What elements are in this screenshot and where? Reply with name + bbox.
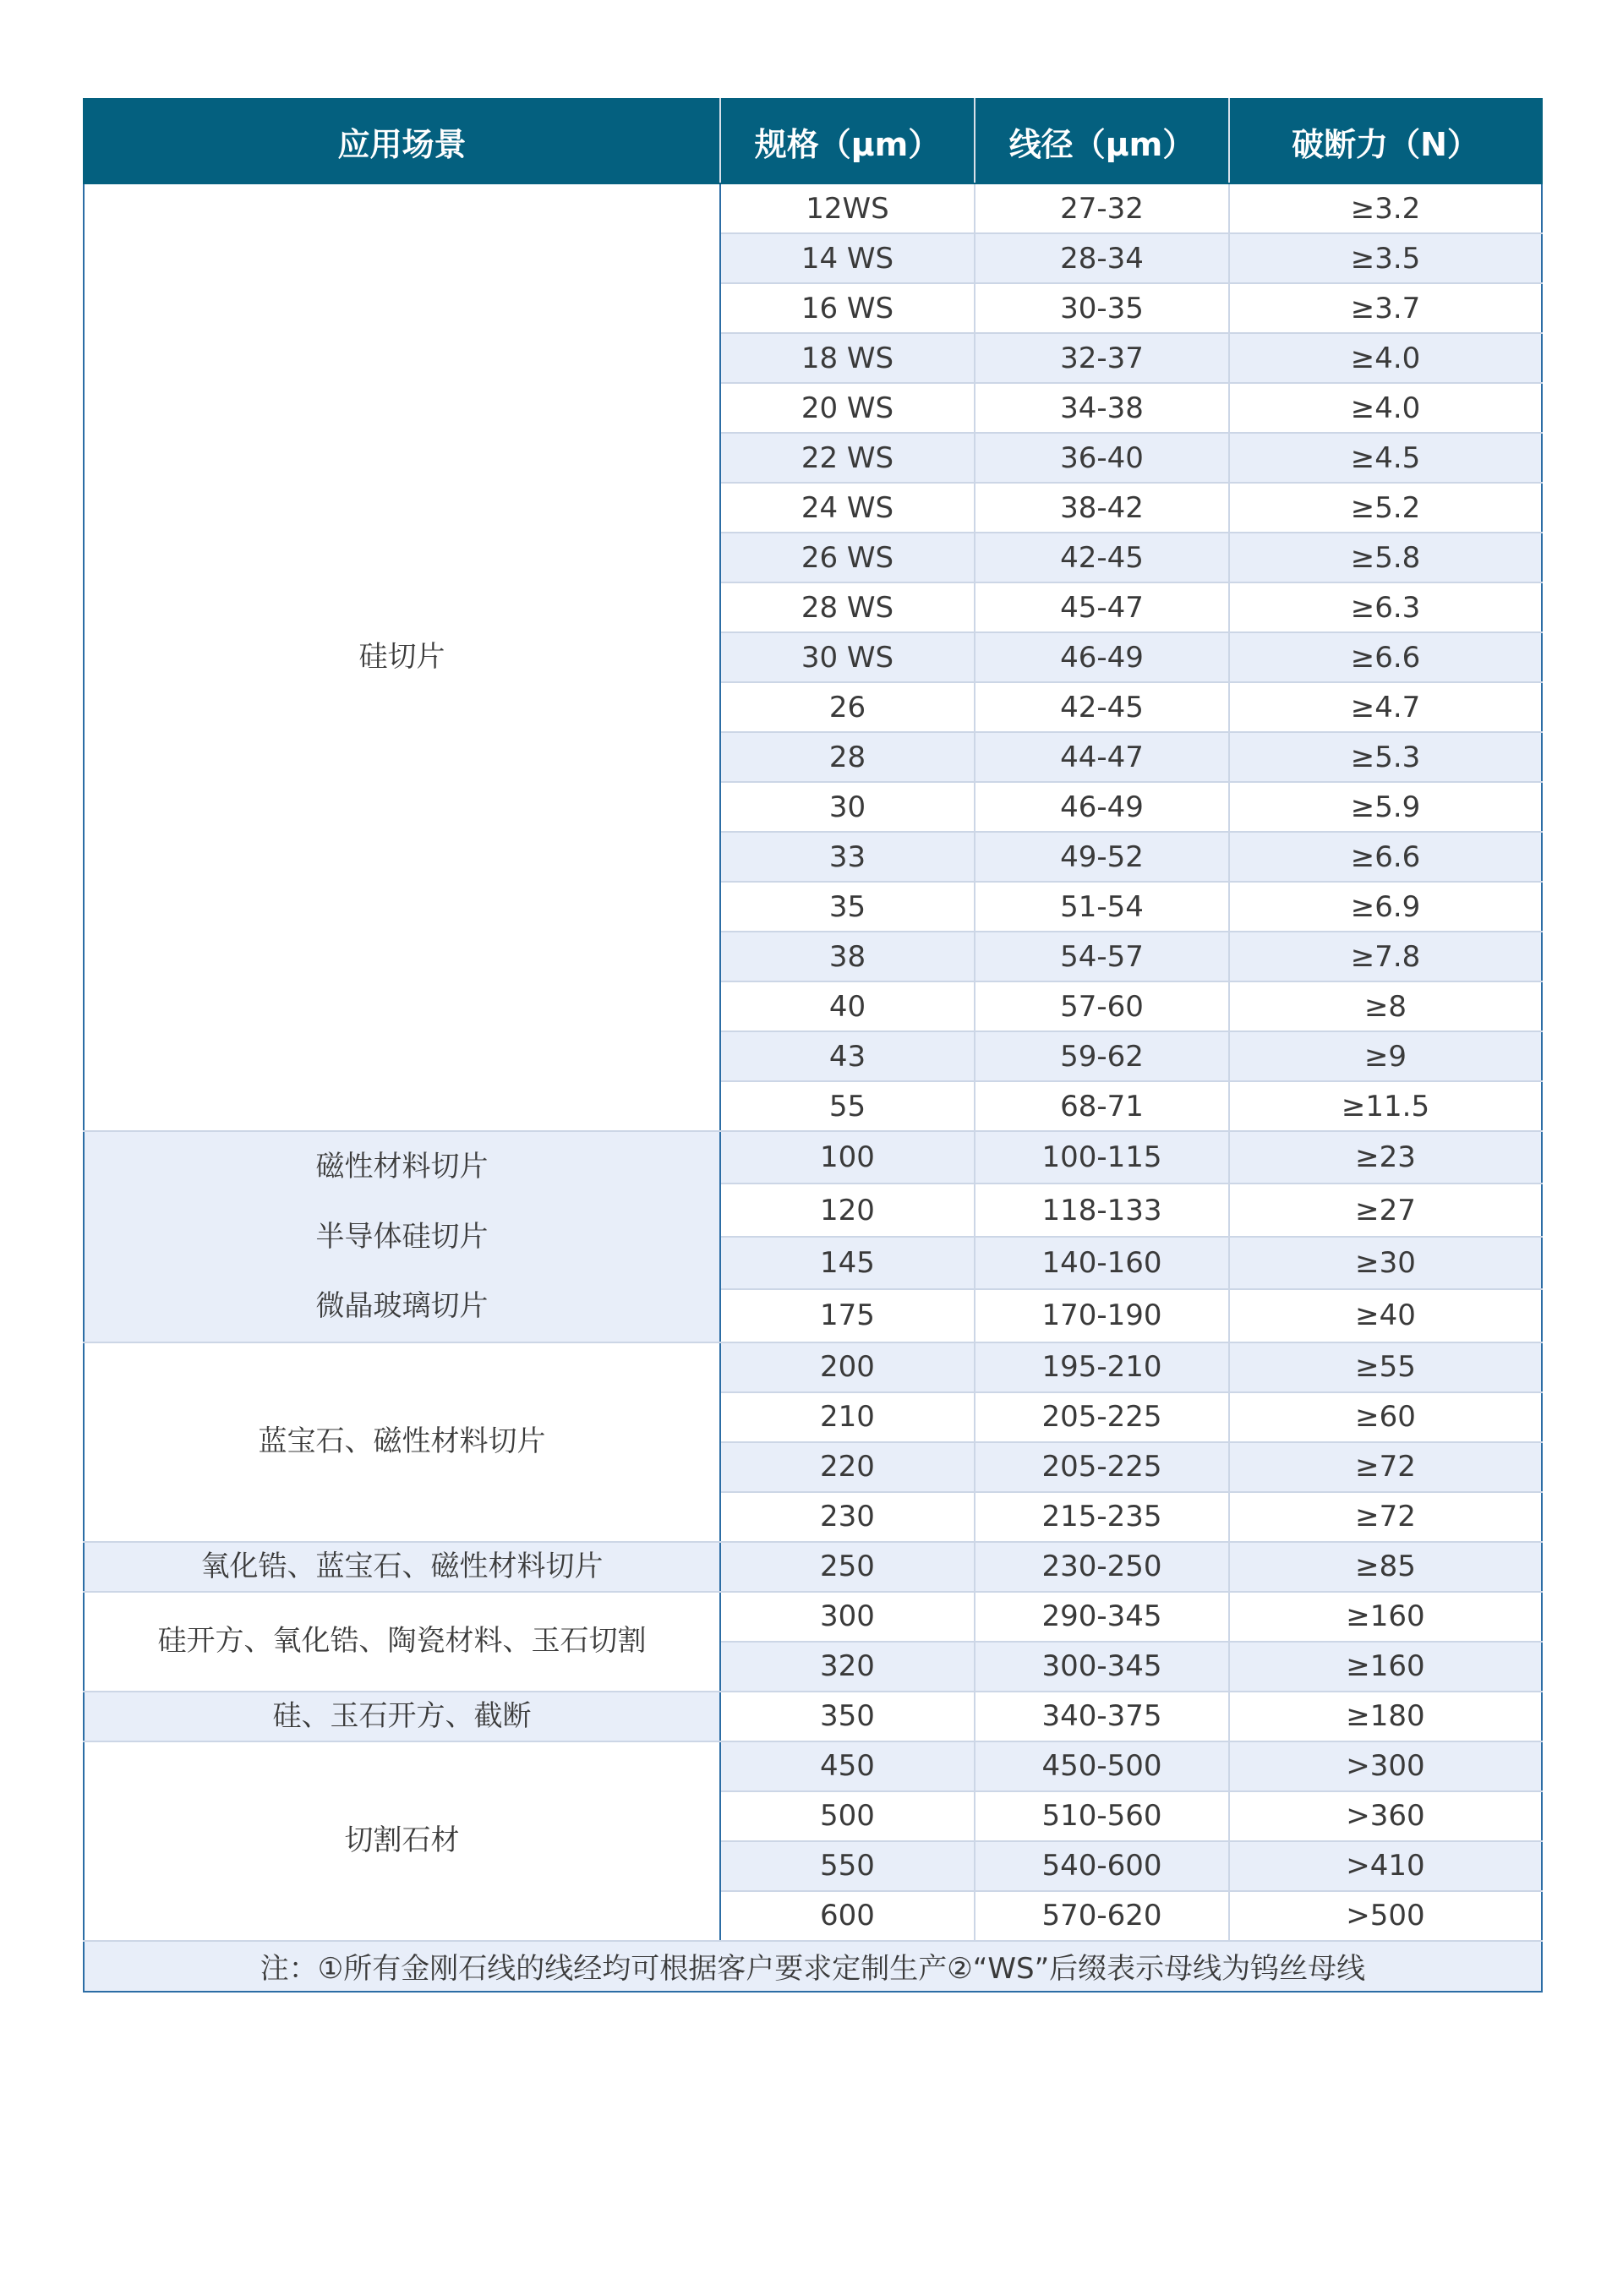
breaking-force-cell: >410 — [1229, 1841, 1542, 1891]
breaking-force-cell: ≥3.2 — [1229, 183, 1542, 233]
application-cell: 硅开方、氧化锆、陶瓷材料、玉石切割 — [84, 1592, 720, 1692]
header-diameter: 线径（μm） — [975, 99, 1229, 183]
diameter-cell: 42-45 — [975, 682, 1229, 732]
table-row — [84, 1741, 1542, 1791]
spec-cell: 30 — [720, 782, 975, 832]
table-row — [84, 1692, 1542, 1741]
spec-cell: 35 — [720, 882, 975, 932]
table-row — [84, 183, 1542, 233]
diameter-cell: 450-500 — [975, 1741, 1229, 1791]
application-cell — [84, 1131, 720, 1342]
spec-cell: 26 WS — [720, 533, 975, 582]
application-cell: 氧化锆、蓝宝石、磁性材料切片 — [84, 1542, 720, 1592]
breaking-force-cell: ≥6.6 — [1229, 832, 1542, 882]
diameter-cell: 290-345 — [975, 1592, 1229, 1642]
breaking-force-cell: ≥5.9 — [1229, 782, 1542, 832]
breaking-force-cell: ≥4.0 — [1229, 383, 1542, 433]
breaking-force-cell: ≥5.3 — [1229, 732, 1542, 782]
diameter-cell: 300-345 — [975, 1642, 1229, 1692]
breaking-force-cell: ≥30 — [1229, 1237, 1542, 1289]
breaking-force-cell: ≥160 — [1229, 1642, 1542, 1692]
breaking-force-cell: >500 — [1229, 1891, 1542, 1941]
application-cell: 切割石材 — [84, 1741, 720, 1941]
diameter-cell: 510-560 — [975, 1791, 1229, 1841]
spec-cell: 175 — [720, 1289, 975, 1342]
spec-table-container — [83, 98, 1541, 1993]
spec-cell: 200 — [720, 1342, 975, 1392]
spec-cell: 320 — [720, 1642, 975, 1692]
breaking-force-cell: >360 — [1229, 1791, 1542, 1841]
breaking-force-cell: ≥6.6 — [1229, 632, 1542, 682]
diameter-cell: 45-47 — [975, 582, 1229, 632]
diameter-cell: 205-225 — [975, 1442, 1229, 1492]
breaking-force-cell: ≥3.7 — [1229, 283, 1542, 333]
breaking-force-cell: ≥55 — [1229, 1342, 1542, 1392]
table-row — [84, 1592, 1542, 1642]
spec-table — [83, 98, 1543, 1993]
spec-cell: 300 — [720, 1592, 975, 1642]
breaking-force-cell: ≥27 — [1229, 1184, 1542, 1236]
spec-cell: 43 — [720, 1031, 975, 1081]
breaking-force-cell: ≥40 — [1229, 1289, 1542, 1342]
spec-cell: 220 — [720, 1442, 975, 1492]
table-body — [84, 183, 1542, 1992]
diameter-cell: 42-45 — [975, 533, 1229, 582]
table-row — [84, 1131, 1542, 1184]
spec-cell: 500 — [720, 1791, 975, 1841]
breaking-force-cell: ≥160 — [1229, 1592, 1542, 1642]
breaking-force-cell: ≥23 — [1229, 1131, 1542, 1184]
diameter-cell: 38-42 — [975, 483, 1229, 533]
diameter-cell: 170-190 — [975, 1289, 1229, 1342]
application-cell: 蓝宝石、磁性材料切片 — [84, 1342, 720, 1542]
diameter-cell: 49-52 — [975, 832, 1229, 882]
breaking-force-cell: ≥4.5 — [1229, 433, 1542, 483]
diameter-cell: 36-40 — [975, 433, 1229, 483]
spec-cell: 18 WS — [720, 333, 975, 383]
spec-cell: 40 — [720, 981, 975, 1031]
footnote: 注：①所有金刚石线的线经均可根据客户要求定制生产②“WS”后缀表示母线为钨丝母线 — [84, 1941, 1542, 1992]
diameter-cell: 59-62 — [975, 1031, 1229, 1081]
note-row — [84, 1941, 1542, 1992]
spec-cell: 250 — [720, 1542, 975, 1592]
diameter-cell: 340-375 — [975, 1692, 1229, 1741]
spec-cell: 55 — [720, 1081, 975, 1131]
spec-cell: 28 WS — [720, 582, 975, 632]
application-label: 磁性材料切片 — [315, 1150, 489, 1184]
diameter-cell: 51-54 — [975, 882, 1229, 932]
diameter-cell: 570-620 — [975, 1891, 1229, 1941]
spec-cell: 550 — [720, 1841, 975, 1891]
diameter-cell: 140-160 — [975, 1237, 1229, 1289]
spec-cell: 100 — [720, 1131, 975, 1184]
spec-cell: 38 — [720, 932, 975, 981]
breaking-force-cell: ≥5.2 — [1229, 483, 1542, 533]
breaking-force-cell: ≥8 — [1229, 981, 1542, 1031]
spec-cell: 12WS — [720, 183, 975, 233]
breaking-force-cell: ≥9 — [1229, 1031, 1542, 1081]
table-row — [84, 1342, 1542, 1392]
spec-cell: 16 WS — [720, 283, 975, 333]
diameter-cell: 34-38 — [975, 383, 1229, 433]
diameter-cell: 28-34 — [975, 233, 1229, 283]
diameter-cell: 46-49 — [975, 782, 1229, 832]
diameter-cell: 230-250 — [975, 1542, 1229, 1592]
spec-cell: 230 — [720, 1492, 975, 1542]
spec-cell: 14 WS — [720, 233, 975, 283]
diameter-cell: 44-47 — [975, 732, 1229, 782]
breaking-force-cell: ≥72 — [1229, 1492, 1542, 1542]
spec-cell: 450 — [720, 1741, 975, 1791]
diameter-cell: 205-225 — [975, 1392, 1229, 1442]
header-breaking-force: 破断力（N） — [1229, 99, 1542, 183]
spec-cell: 22 WS — [720, 433, 975, 483]
application-cell: 硅、玉石开方、截断 — [84, 1692, 720, 1741]
spec-cell: 120 — [720, 1184, 975, 1236]
breaking-force-cell: ≥3.5 — [1229, 233, 1542, 283]
breaking-force-cell: ≥5.8 — [1229, 533, 1542, 582]
table-row — [84, 1542, 1542, 1592]
diameter-cell: 27-32 — [975, 183, 1229, 233]
breaking-force-cell: ≥6.3 — [1229, 582, 1542, 632]
spec-cell: 145 — [720, 1237, 975, 1289]
diameter-cell: 30-35 — [975, 283, 1229, 333]
spec-cell: 20 WS — [720, 383, 975, 433]
application-cell: 硅切片 — [84, 183, 720, 1131]
breaking-force-cell: ≥11.5 — [1229, 1081, 1542, 1131]
spec-cell: 24 WS — [720, 483, 975, 533]
diameter-cell: 118-133 — [975, 1184, 1229, 1236]
diameter-cell: 57-60 — [975, 981, 1229, 1031]
breaking-force-cell: ≥60 — [1229, 1392, 1542, 1442]
diameter-cell: 195-210 — [975, 1342, 1229, 1392]
application-label: 半导体硅切片 — [315, 1219, 489, 1254]
breaking-force-cell: ≥6.9 — [1229, 882, 1542, 932]
header-row — [84, 99, 1542, 183]
spec-cell: 28 — [720, 732, 975, 782]
header-spec: 规格（μm） — [720, 99, 975, 183]
diameter-cell: 100-115 — [975, 1131, 1229, 1184]
spec-cell: 26 — [720, 682, 975, 732]
diameter-cell: 46-49 — [975, 632, 1229, 682]
spec-cell: 600 — [720, 1891, 975, 1941]
breaking-force-cell: ≥85 — [1229, 1542, 1542, 1592]
breaking-force-cell: >300 — [1229, 1741, 1542, 1791]
diameter-cell: 32-37 — [975, 333, 1229, 383]
diameter-cell: 54-57 — [975, 932, 1229, 981]
diameter-cell: 540-600 — [975, 1841, 1229, 1891]
breaking-force-cell: ≥4.0 — [1229, 333, 1542, 383]
application-label: 微晶玻璃切片 — [315, 1289, 489, 1323]
diameter-cell: 215-235 — [975, 1492, 1229, 1542]
spec-cell: 350 — [720, 1692, 975, 1741]
diameter-cell: 68-71 — [975, 1081, 1229, 1131]
spec-cell: 33 — [720, 832, 975, 882]
breaking-force-cell: ≥180 — [1229, 1692, 1542, 1741]
breaking-force-cell: ≥72 — [1229, 1442, 1542, 1492]
header-application: 应用场景 — [84, 99, 720, 183]
spec-cell: 30 WS — [720, 632, 975, 682]
spec-cell: 210 — [720, 1392, 975, 1442]
breaking-force-cell: ≥7.8 — [1229, 932, 1542, 981]
breaking-force-cell: ≥4.7 — [1229, 682, 1542, 732]
